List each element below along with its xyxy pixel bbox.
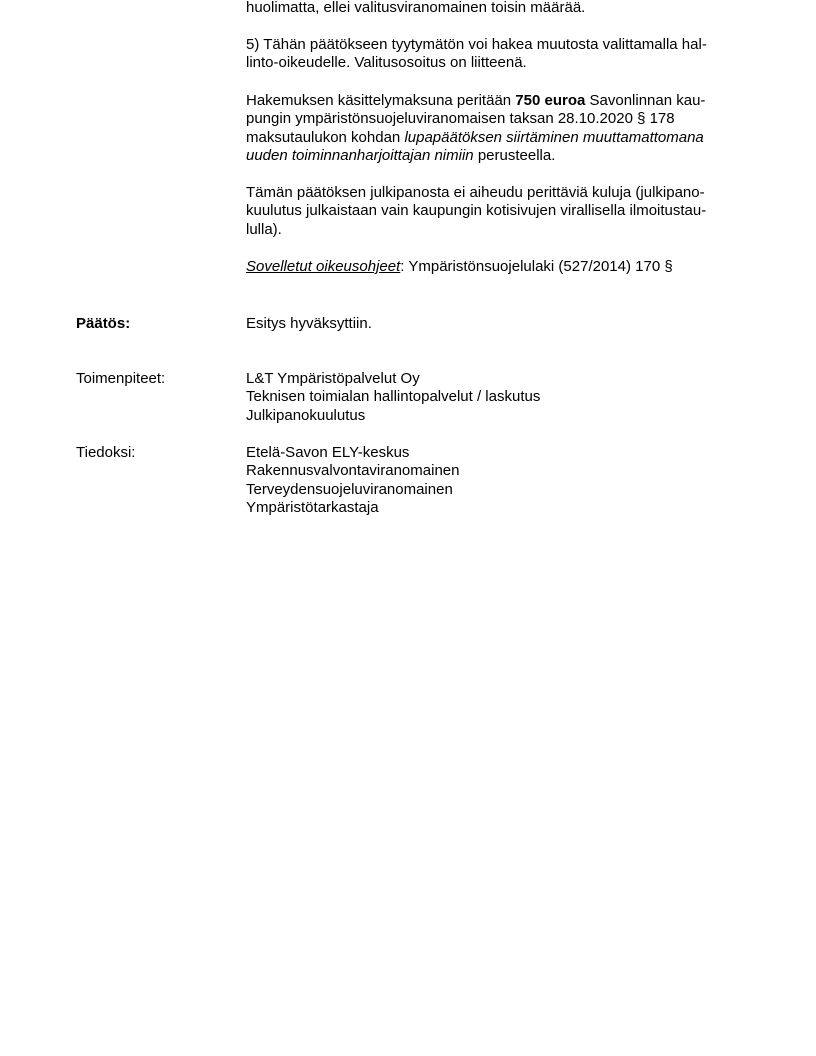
law-paragraph xyxy=(246,258,742,276)
actions-list xyxy=(246,370,742,425)
actions-item: Julkipanokuulutus xyxy=(246,406,366,424)
notice-item: Terveydensuojeluviranomainen xyxy=(246,480,453,498)
fee-line-3-italic: lupapäätöksen siirtäminen muuttamattomana xyxy=(404,128,704,146)
notice-item: Etelä-Savon ELY-keskus xyxy=(246,444,410,461)
publication-paragraph xyxy=(246,184,742,239)
notice-list xyxy=(246,444,742,518)
appeal-paragraph xyxy=(246,36,742,73)
publication-line-1: Tämän päätöksen julkipanosta ei aiheudu perittäviä kuluja (julkipano- xyxy=(246,184,705,201)
fee-line-1 xyxy=(246,92,742,110)
fee-line-4 xyxy=(246,147,742,165)
fee-amount: 750 euroa xyxy=(515,92,586,109)
law-reference: : Ympäristönsuojelulaki (527/2014) 170 § xyxy=(400,258,673,275)
publication-line-3: lulla). xyxy=(246,220,282,238)
actions-label: Toimenpiteet: xyxy=(76,370,166,387)
continuation-line: huolimatta, ellei valitusviranomainen toisin määrää. xyxy=(246,0,586,16)
appeal-line-1: 5) Tähän päätökseen tyytymätön voi hakea muutosta valittamalla hal- xyxy=(246,36,707,53)
notice-item: Ympäristötarkastaja xyxy=(246,499,379,517)
publication-line-2: kuulutus julkaistaan vain kaupungin kotisivujen virallisella ilmoitustau- xyxy=(246,202,707,220)
actions-item: L&T Ympäristöpalvelut Oy xyxy=(246,370,420,387)
law-label: Sovelletut oikeusohjeet xyxy=(246,258,401,275)
notice-item: Rakennusvalvontaviranomainen xyxy=(246,462,460,480)
decision-label: Päätös: xyxy=(76,315,131,332)
appeal-line-2: linto-oikeudelle. Valitusosoitus on liitteenä. xyxy=(246,54,527,72)
fee-paragraph xyxy=(246,92,742,166)
fee-line-1-pre: Hakemuksen käsittelymaksuna peritään xyxy=(246,92,516,109)
fee-line-1-post: Savonlinnan kau- xyxy=(585,92,706,109)
fee-line-2: pungin ympäristönsuojeluviranomaisen taksan 28.10.2020 § 178 xyxy=(246,110,675,128)
fee-line-3-pre: maksutaulukon kohdan xyxy=(246,128,405,146)
fee-line-4-italic: uuden toiminnanharjoittajan nimiin xyxy=(246,147,474,165)
decision-text: Esitys hyväksyttiin. xyxy=(246,315,372,332)
continuation-paragraph xyxy=(246,0,742,17)
actions-item: Teknisen toimialan hallintopalvelut / laskutus xyxy=(246,388,541,406)
fee-line-4-post: perusteella. xyxy=(473,147,556,165)
fee-line-3 xyxy=(246,129,742,147)
law-line xyxy=(246,258,742,276)
notice-label: Tiedoksi: xyxy=(76,444,136,461)
